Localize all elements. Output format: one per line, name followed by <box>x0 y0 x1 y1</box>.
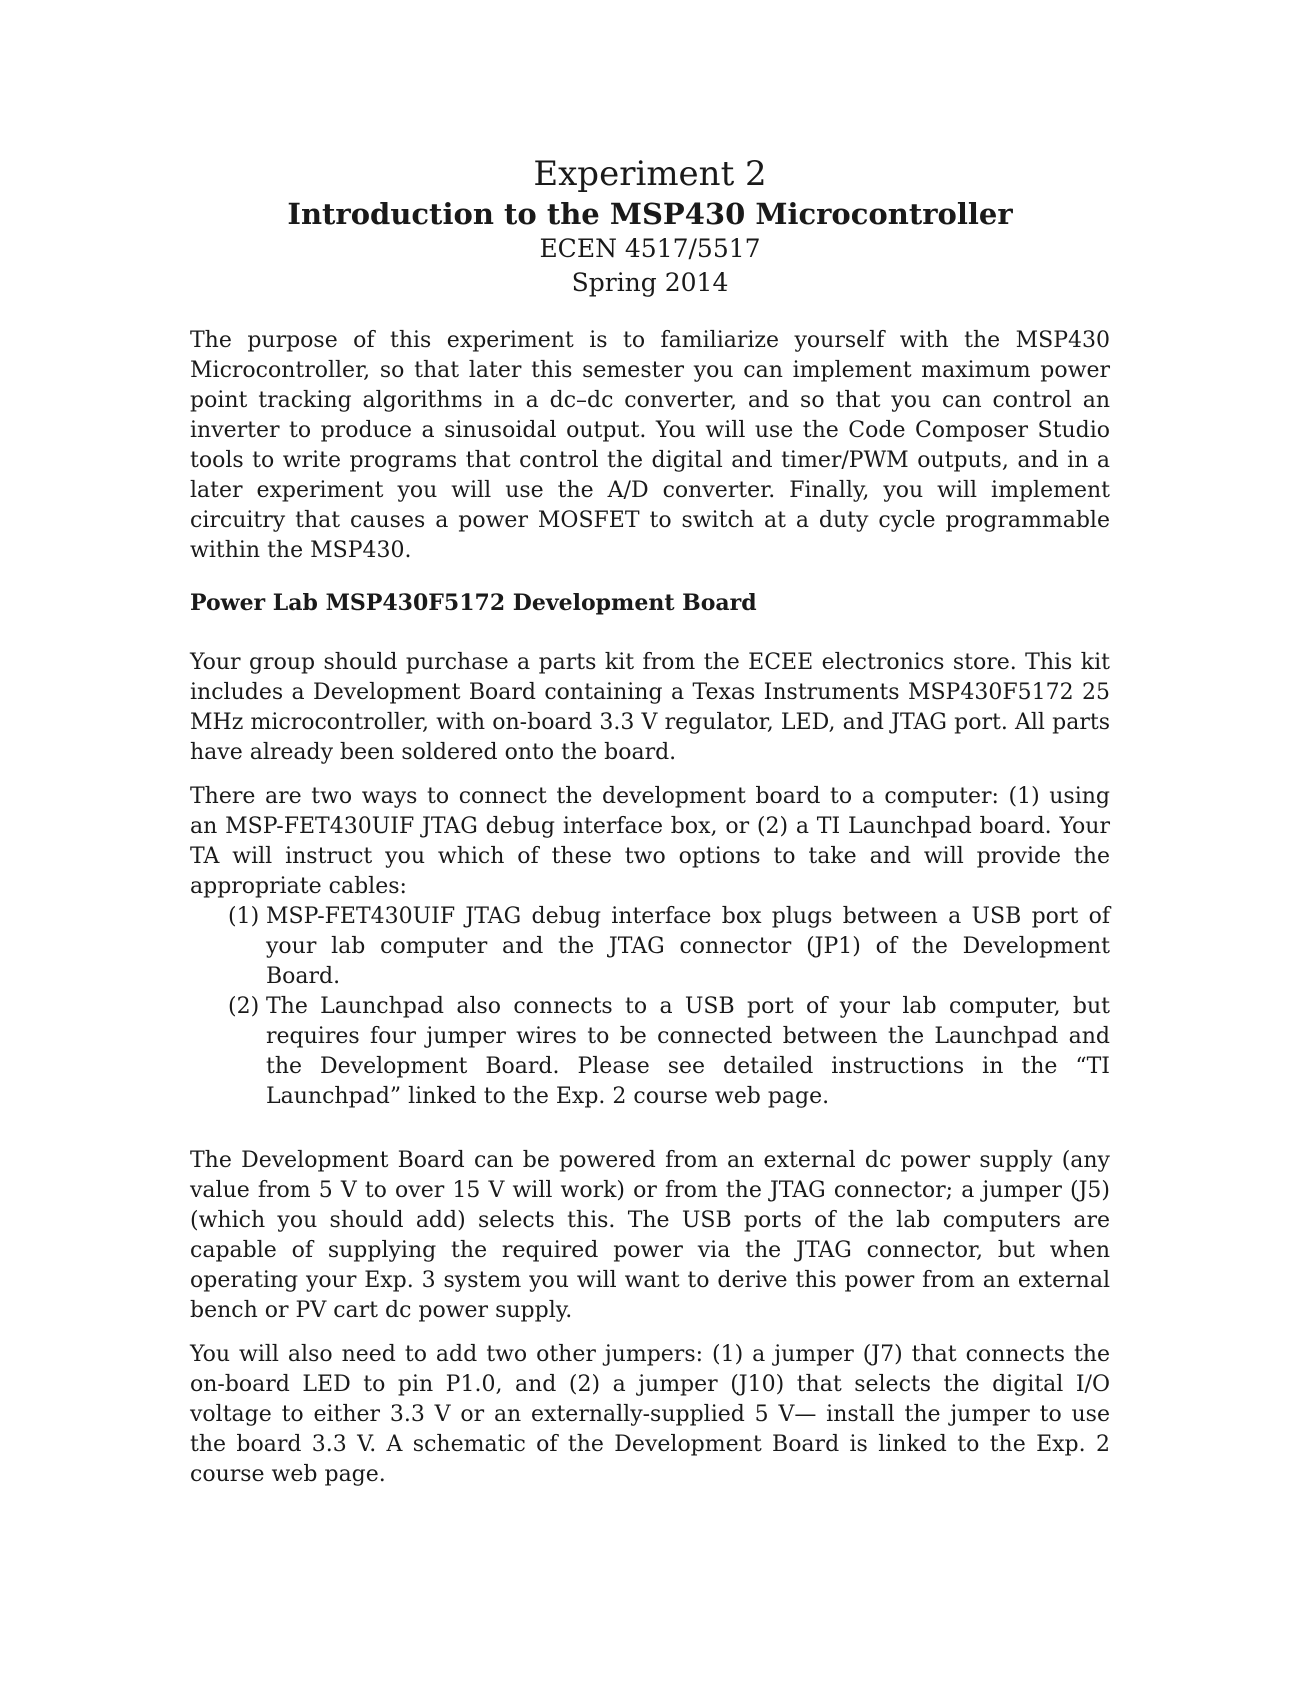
intro-paragraph: The purpose of this experiment is to familiarize yourself with the MSP430 Microcontroller, so that later this semester you can implement maximum power point tracking algorithms in a dc–dc converter, and so that you can control an inverter to produce a sinusoidal output. You will use the Code Composer Studio tools to write programs that control the digital and timer/PWM outputs, and in a later experiment you will use the A/D converter. Finally, you will implement circuitry that causes a power MOSFET to switch at a duty cycle programmable within the MSP430. <box>190 328 1110 563</box>
connection-paragraph: There are two ways to connect the development board to a computer: (1) using an MSP-FET430UIF JTAG debug interface box, or (2) a TI Launchpad board. Your TA will instruct you which of these two options to take and will provide the appropriate cables: <box>190 784 1110 899</box>
section-heading: Power Lab MSP430F5172 Development Board <box>190 590 757 616</box>
document-subtitle: Introduction to the MSP430 Microcontroller <box>287 197 1013 231</box>
course-number: ECEN 4517/5517 <box>539 234 761 263</box>
list-item <box>228 992 1110 1112</box>
list-item <box>228 902 1110 992</box>
term: Spring 2014 <box>571 268 729 297</box>
jumpers-paragraph: You will also need to add two other jumpers: (1) a jumper (J7) that connects the on-board LED to pin P1.0, and (2) a jumper (J10) that selects the digital I/O voltage to either 3.3 V or an externally-supplied 5 V— install the jumper to use the board 3.3 V. A schematic of the Development Board is linked to the Exp. 2 course web page. <box>190 1342 1110 1487</box>
connection-options-list <box>190 902 1110 1112</box>
power-supply-paragraph: The Development Board can be powered from an external dc power supply (any value from 5 V to over 15 V will work) or from the JTAG connector; a jumper (J5) (which you should add) selects this. The USB ports of the lab computers are capable of supplying the required power via the JTAG connector, but when operating your Exp. 3 system you will want to derive this power from an external bench or PV cart dc power supply. <box>190 1148 1110 1323</box>
list-item-text: MSP-FET430UIF JTAG debug interface box plugs between a USB port of your lab computer and the JTAG connector (JP1) of the Development Board. <box>266 904 1110 989</box>
document-title: Experiment 2 <box>533 154 767 194</box>
parts-kit-paragraph: Your group should purchase a parts kit from the ECEE electronics store. This kit includes a Development Board containing a Texas Instruments MSP430F5172 25 MHz microcontroller, with on-board 3.3 V regulator, LED, and JTAG port. All parts have already been soldered onto the board. <box>190 650 1110 765</box>
title-block <box>190 152 1110 300</box>
document-page <box>190 152 1110 1504</box>
list-item-number: (2) <box>228 994 260 1019</box>
list-item-text: The Launchpad also connects to a USB port of your lab computer, but requires four jumper wires to be connected between the Launchpad and the Development Board. Please see detailed instructions in the “TI Launchpad” linked to the Exp. 2 course web page. <box>266 994 1110 1109</box>
list-item-number: (1) <box>228 904 260 929</box>
